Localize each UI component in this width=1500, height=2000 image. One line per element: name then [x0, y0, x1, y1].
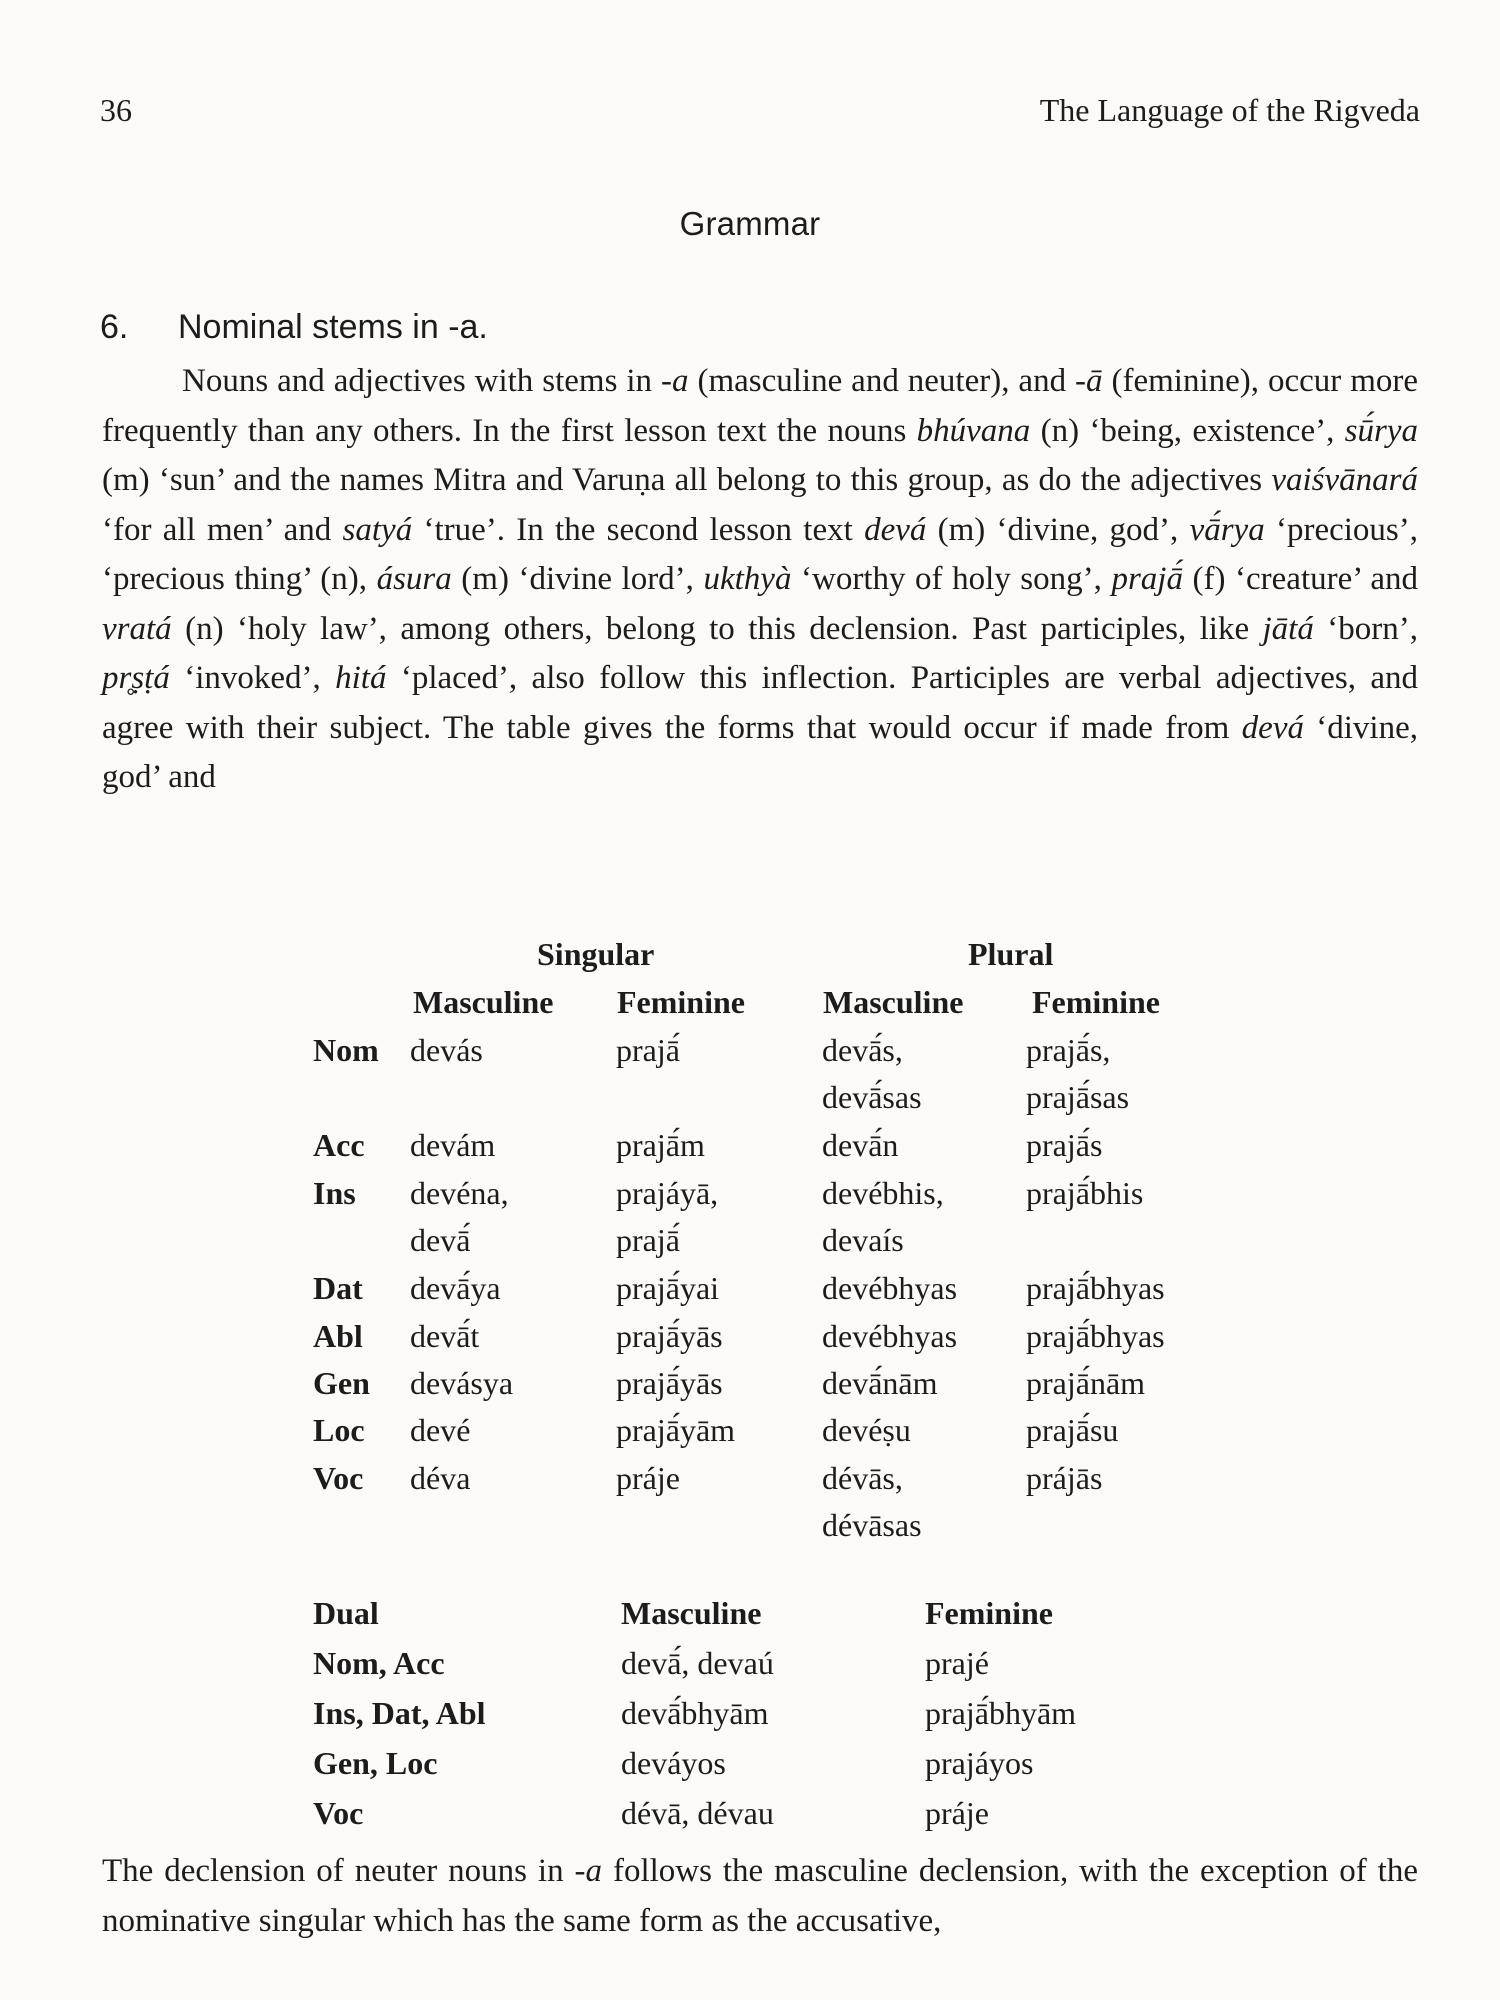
- declension-form: devā́: [410, 1222, 471, 1258]
- term: vaiśvānará: [1271, 462, 1418, 498]
- text-run: The declension of neuter nouns in: [102, 1853, 575, 1889]
- dual-form: devā́bhyām: [621, 1695, 769, 1731]
- dual-header: Feminine: [925, 1595, 1053, 1631]
- dual-case-label: Nom, Acc: [313, 1645, 445, 1681]
- dual-form: devā́, devaú: [621, 1645, 774, 1681]
- declension-form: prajā́bhis: [1026, 1175, 1144, 1211]
- dual-case-label: Gen, Loc: [313, 1745, 438, 1781]
- declension-form: devás: [410, 1032, 483, 1068]
- declension-form: déva: [410, 1460, 471, 1496]
- text-run: (n) ‘being, existence’,: [1030, 412, 1345, 449]
- declension-form: prajā́sas: [1026, 1079, 1130, 1115]
- text-run: (masculine and neuter), and: [688, 363, 1076, 399]
- term: devá: [864, 511, 927, 548]
- declension-form: devásya: [410, 1365, 514, 1401]
- term: vā́rya: [1189, 511, 1265, 548]
- term: satyá: [342, 511, 413, 548]
- dual-header: Dual: [313, 1595, 379, 1631]
- text-run: ‘placed’, also follow this inflection. Participles are verbal adjectives, and agree with their subject. The table gives the forms that would occur if made from: [102, 660, 1419, 746]
- dual-header: Masculine: [621, 1595, 762, 1631]
- declension-form: prajā́bhyas: [1026, 1270, 1165, 1306]
- singular-header: Singular: [537, 936, 655, 972]
- declension-form: devé: [410, 1412, 471, 1448]
- declension-form: devám: [410, 1127, 496, 1163]
- term: jātá: [1262, 610, 1314, 647]
- gender-header: Feminine: [1032, 984, 1160, 1020]
- case-label: Nom: [313, 1032, 379, 1068]
- text-run: (m) ‘divine lord’,: [451, 561, 704, 597]
- declension-form: prajā́m: [616, 1127, 705, 1163]
- term: vratá: [102, 610, 172, 647]
- text-run: ‘true’. In the second lesson text: [412, 511, 865, 548]
- term: -ā: [1075, 363, 1103, 399]
- declension-form: devébhyas: [822, 1270, 958, 1306]
- declension-form: devébhyas: [822, 1318, 958, 1354]
- text-run: ‘born’,: [1313, 610, 1418, 647]
- case-label: Gen: [313, 1365, 370, 1401]
- text-run: (m) ‘divine, god’,: [926, 511, 1190, 548]
- case-label: Dat: [313, 1270, 363, 1306]
- text-run: ‘worthy of holy song’,: [791, 561, 1112, 597]
- text-run: ‘precious’, ‘precious thing’ (n),: [102, 511, 1418, 597]
- gender-header: Feminine: [617, 984, 745, 1020]
- declension-form: devā́t: [410, 1318, 480, 1354]
- term: prajā́: [1111, 561, 1183, 597]
- text-run: ‘for all men’ and: [102, 511, 343, 548]
- declension-form: prájās: [1026, 1460, 1103, 1496]
- term: ukthyà: [703, 561, 792, 597]
- text-run: ‘divine, god’ and: [102, 709, 1418, 795]
- dual-form: dévā, dévau: [621, 1795, 774, 1831]
- text-run: (m) ‘sun’ and the names Mitra and Varuṇa all belong to this group, as do the adjectives: [102, 462, 1272, 498]
- declension-form: devaís: [822, 1222, 904, 1258]
- term: -a: [661, 363, 689, 399]
- declension-form: prajā́su: [1026, 1412, 1119, 1448]
- declension-form: dévās,: [822, 1460, 903, 1496]
- text-run: Nouns and adjectives with stems in: [182, 363, 661, 399]
- dual-case-label: Voc: [313, 1795, 364, 1831]
- term: ásura: [376, 561, 452, 597]
- section-title: Nominal stems in -a.: [178, 308, 488, 346]
- declension-form: devā́sas: [822, 1079, 922, 1115]
- text-run: (feminine), occur more frequently than any others. In the first lesson text the nouns: [102, 363, 1419, 449]
- declension-form: prajā́: [616, 1032, 680, 1068]
- declension-form: prajā́s: [1026, 1127, 1103, 1163]
- case-label: Ins: [313, 1175, 356, 1211]
- declension-form: prajā́yās: [616, 1365, 723, 1401]
- declension-form: devéna,: [410, 1175, 509, 1211]
- text-run: (n) ‘holy law’, among others, belong to this declension. Past participles, like: [171, 610, 1263, 647]
- plural-header: Plural: [968, 936, 1054, 972]
- term: sū́rya: [1344, 412, 1418, 449]
- declension-form: dévāsas: [822, 1507, 922, 1543]
- declension-form: prajáyā,: [616, 1175, 719, 1211]
- declension-form: prajā́: [616, 1222, 680, 1258]
- closing-paragraph: [102, 1846, 1418, 1946]
- dual-form: práje: [925, 1795, 989, 1831]
- text-run: (f) ‘creature’ and: [1182, 561, 1418, 597]
- declension-form: prajā́yai: [616, 1270, 720, 1306]
- term: -a: [574, 1853, 603, 1889]
- text-run: ‘invoked’,: [169, 660, 336, 696]
- case-label: Loc: [313, 1412, 365, 1448]
- chapter-heading: Grammar: [679, 205, 821, 242]
- gender-header: Masculine: [823, 984, 964, 1020]
- declension-form: devā́s,: [822, 1032, 903, 1068]
- page-number: 36: [100, 92, 132, 128]
- dual-form: prajáyos: [925, 1745, 1034, 1781]
- declension-form: prajā́yās: [616, 1318, 723, 1354]
- term: bhúvana: [916, 412, 1031, 449]
- case-label: Voc: [313, 1460, 364, 1496]
- dual-form: prajā́bhyām: [925, 1695, 1077, 1731]
- text-run: follows the masculine declension, with the exception of the nominative singular which has the same form as the accusative,: [102, 1853, 1418, 1939]
- dual-case-label: Ins, Dat, Abl: [313, 1695, 486, 1731]
- declension-form: prajā́nām: [1026, 1365, 1146, 1401]
- declension-form: prajā́bhyas: [1026, 1318, 1165, 1354]
- dual-form: prajé: [925, 1645, 989, 1681]
- declension-form: devā́nām: [822, 1365, 938, 1401]
- declension-form: prajā́s,: [1026, 1032, 1111, 1068]
- dual-form: deváyos: [621, 1745, 726, 1781]
- declension-form: devā́ya: [410, 1270, 501, 1306]
- section-number: 6.: [100, 308, 129, 346]
- declension-form: devéṣu: [822, 1412, 911, 1448]
- term: devá: [1241, 709, 1304, 746]
- gender-header: Masculine: [413, 984, 554, 1020]
- declension-form: prajā́yām: [616, 1412, 736, 1448]
- declension-form: devā́n: [822, 1127, 899, 1163]
- declension-form: práje: [616, 1460, 680, 1496]
- case-label: Abl: [313, 1318, 363, 1354]
- case-label: Acc: [313, 1127, 365, 1163]
- declension-form: devébhis,: [822, 1175, 944, 1211]
- running-title: The Language of the Rigveda: [1039, 92, 1420, 128]
- term: hitá: [335, 660, 387, 696]
- term: pr̥ṣṭá: [102, 660, 170, 696]
